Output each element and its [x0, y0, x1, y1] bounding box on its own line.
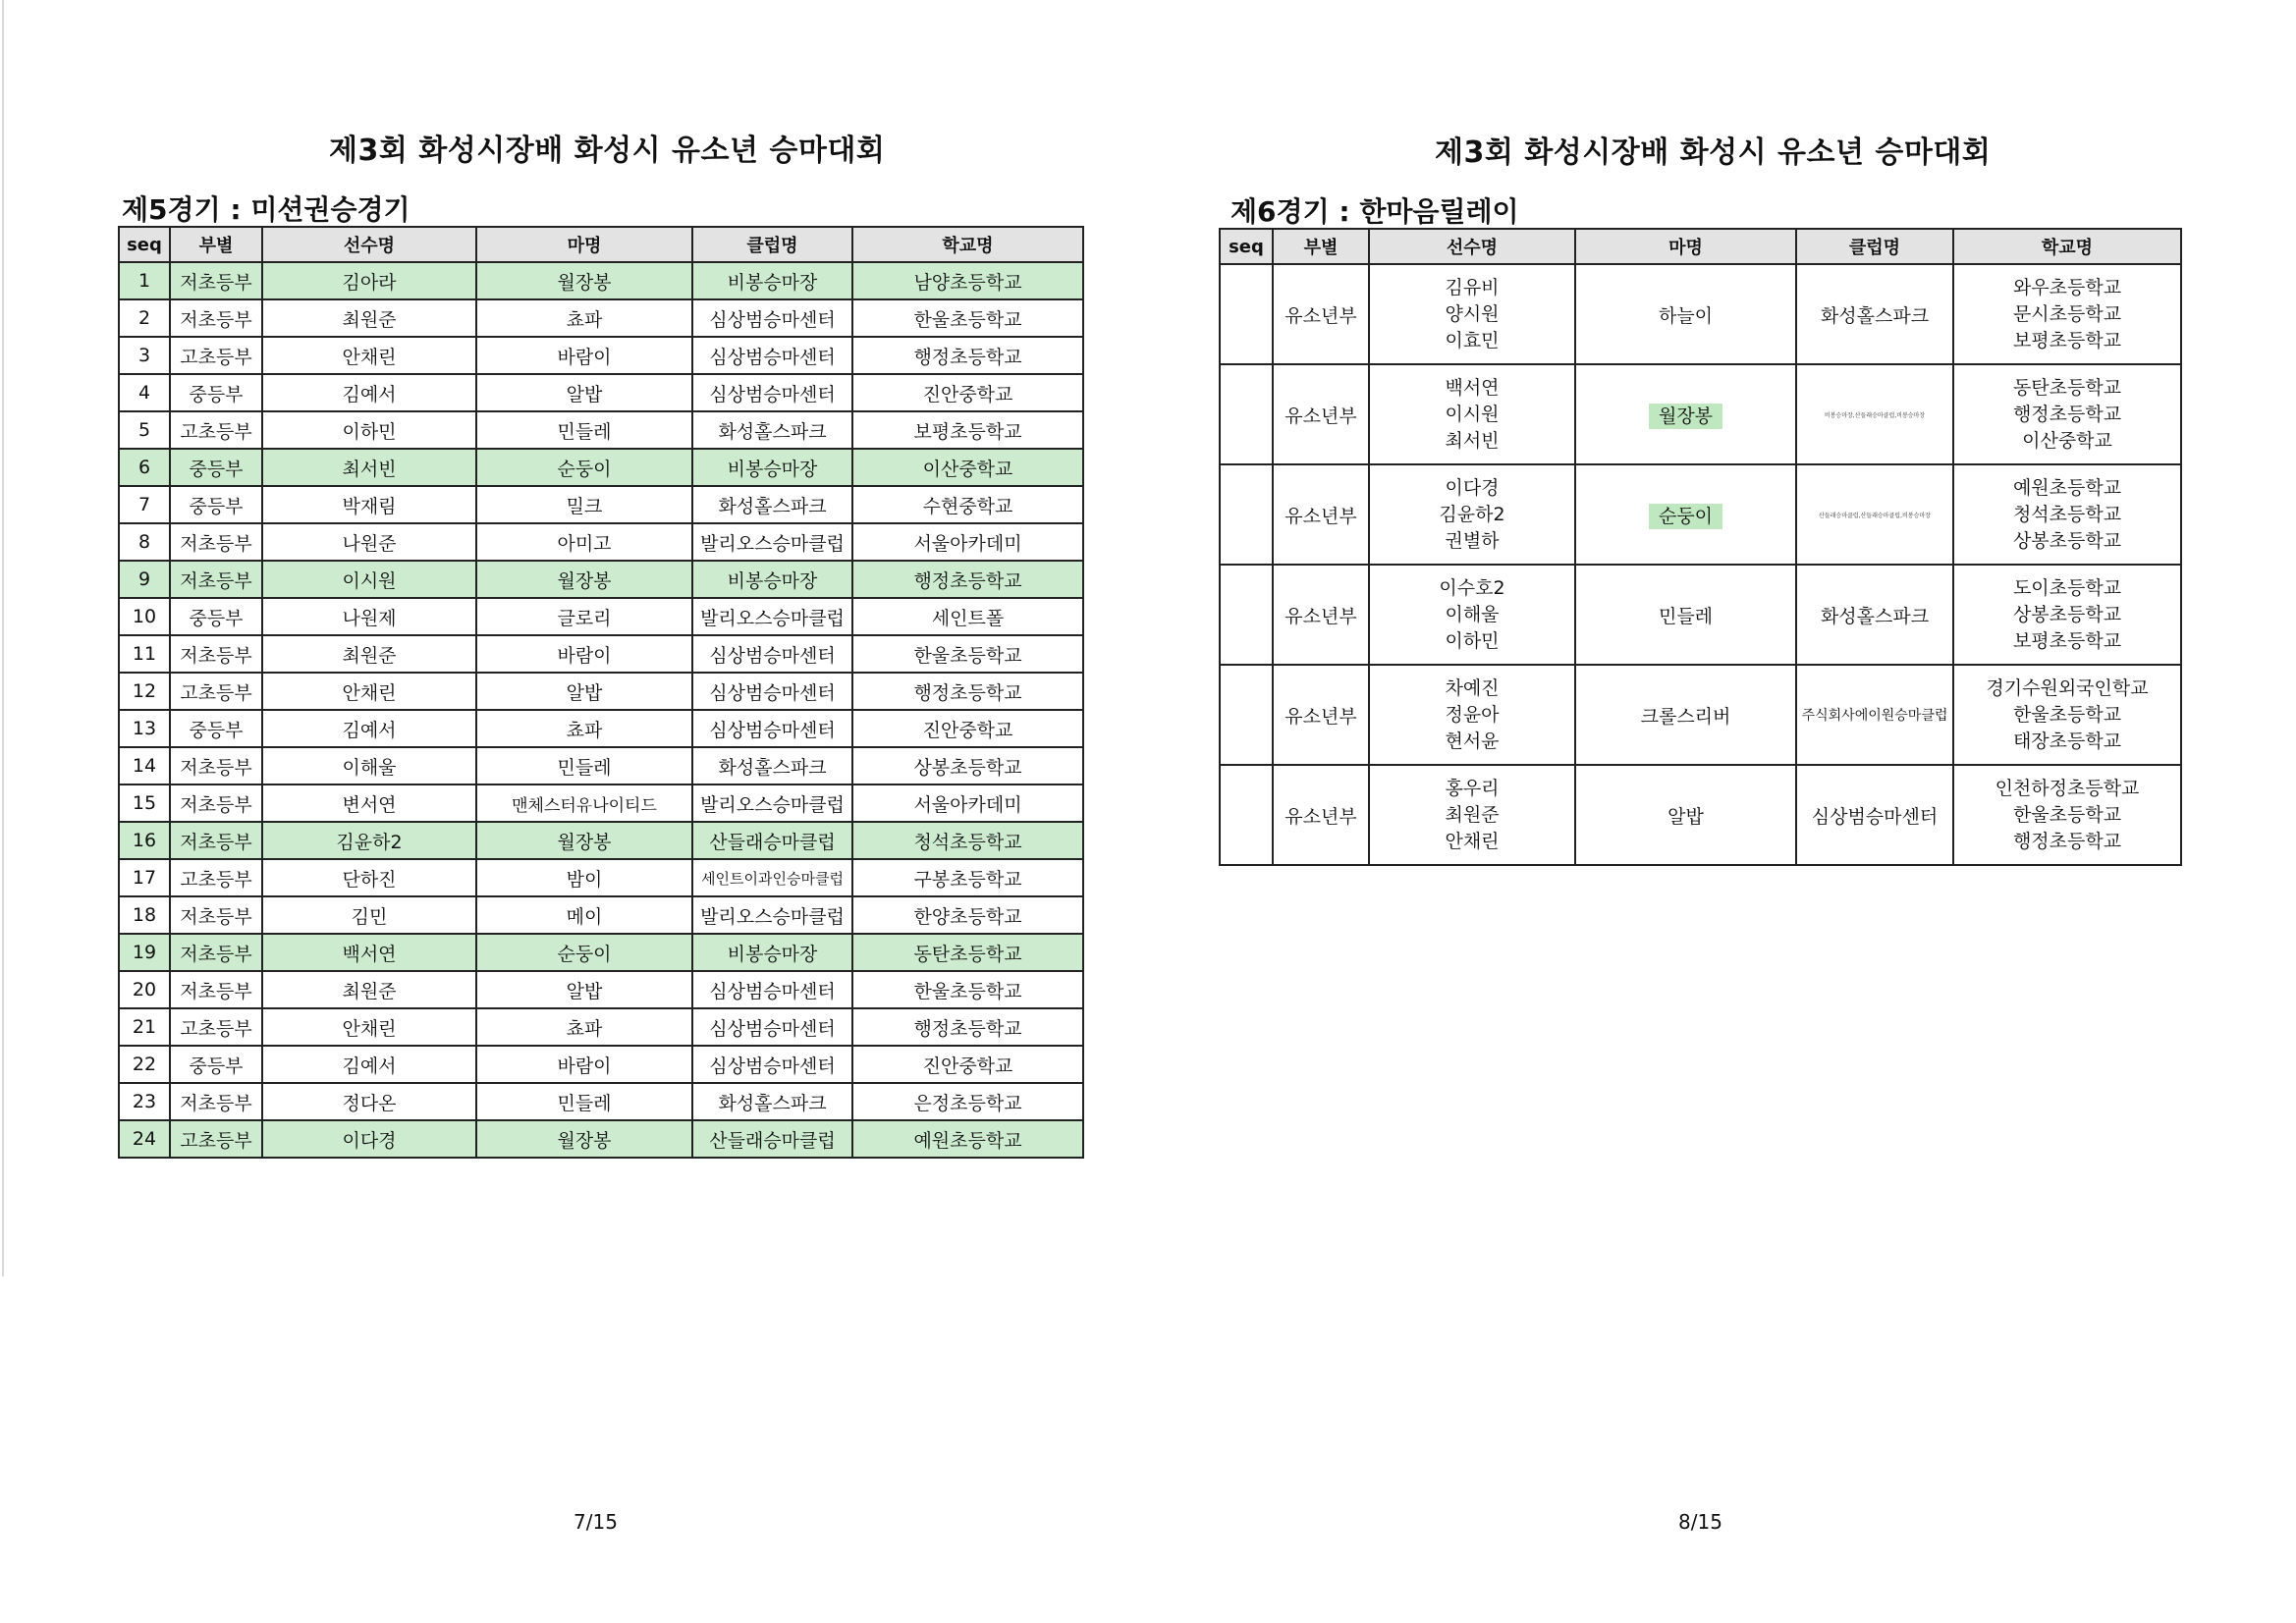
cell-rider: 김민: [262, 896, 476, 934]
cell-seq: [1220, 565, 1273, 665]
cell-rider: 이시원: [262, 561, 476, 598]
cell-club: 심상범승마센터: [692, 1046, 852, 1083]
relay-row: [1220, 264, 2181, 364]
cell-rider: 백서연: [262, 934, 476, 971]
col-header-seq: seq: [119, 227, 170, 262]
cell-club: 심상범승마센터: [692, 299, 852, 337]
cell-club: 발리오스승마클럽: [692, 523, 852, 561]
cell-school: 세인트폴: [852, 598, 1083, 635]
table-row: [119, 449, 1083, 486]
cell-riders: 홍우리 최원준 안채린: [1369, 765, 1575, 865]
cell-rider: 안채린: [262, 337, 476, 374]
cell-division: 저초등부: [170, 1083, 262, 1120]
table-row: [119, 859, 1083, 896]
cell-seq: 21: [119, 1008, 170, 1046]
cell-school: 상봉초등학교: [852, 747, 1083, 784]
cell-seq: [1220, 464, 1273, 565]
page-number: 7/15: [574, 1510, 618, 1534]
cell-horse: 월장봉: [476, 822, 692, 859]
cell-seq: 22: [119, 1046, 170, 1083]
cell-division: 고초등부: [170, 411, 262, 449]
cell-seq: 12: [119, 673, 170, 710]
table-row: [119, 710, 1083, 747]
cell-horse: 월장봉: [476, 262, 692, 299]
cell-school: 한울초등학교: [852, 635, 1083, 673]
col-header-school: 학교명: [852, 227, 1083, 262]
cell-division: 유소년부: [1273, 765, 1369, 865]
cell-schools: 와우초등학교 문시초등학교 보평초등학교: [1953, 264, 2181, 364]
cell-schools: 예원초등학교 청석초등학교 상봉초등학교: [1953, 464, 2181, 565]
cell-seq: 11: [119, 635, 170, 673]
relay-row: [1220, 464, 2181, 565]
cell-horse: [1575, 665, 1796, 765]
cell-seq: 9: [119, 561, 170, 598]
cell-rider: 김아라: [262, 262, 476, 299]
col-header-school: 학교명: [1953, 229, 2181, 264]
cell-division: 저초등부: [170, 523, 262, 561]
page-8: [1148, 0, 2296, 1623]
cell-club: 화성홀스파크: [692, 411, 852, 449]
cell-club: 발리오스승마클럽: [692, 896, 852, 934]
cell-school: 진안중학교: [852, 710, 1083, 747]
cell-horse: 쵸파: [476, 1008, 692, 1046]
cell-club: 심상범승마센터: [692, 635, 852, 673]
col-header-division: 부별: [170, 227, 262, 262]
cell-seq: 20: [119, 971, 170, 1008]
cell-club: 비봉승마장,산들래승마클럽,비봉승마장: [1796, 364, 1953, 464]
cell-club: 비봉승마장: [692, 561, 852, 598]
cell-seq: 16: [119, 822, 170, 859]
cell-division: 저초등부: [170, 971, 262, 1008]
cell-rider: 이다경: [262, 1120, 476, 1158]
cell-division: 저초등부: [170, 561, 262, 598]
horse-name: 민들레: [1658, 605, 1714, 627]
cell-rider: 단하진: [262, 859, 476, 896]
cell-division: 저초등부: [170, 822, 262, 859]
cell-school: 서울아카데미: [852, 784, 1083, 822]
cell-rider: 이하민: [262, 411, 476, 449]
cell-club: 주식회사에이원승마클럽: [1796, 665, 1953, 765]
cell-horse: 바람이: [476, 337, 692, 374]
cell-horse: 밀크: [476, 486, 692, 523]
cell-horse: 밤이: [476, 859, 692, 896]
cell-riders: 김유비 양시원 이효민: [1369, 264, 1575, 364]
cell-school: 동탄초등학교: [852, 934, 1083, 971]
cell-division: 고초등부: [170, 337, 262, 374]
cell-school: 이산중학교: [852, 449, 1083, 486]
page-title: 제3회 화성시장배 화성시 유소년 승마대회: [1435, 135, 1992, 170]
cell-club: 화성홀스파크: [1796, 565, 1953, 665]
cell-horse: 민들레: [476, 747, 692, 784]
cell-division: 저초등부: [170, 635, 262, 673]
relay-row: [1220, 665, 2181, 765]
cell-school: 행정초등학교: [852, 561, 1083, 598]
cell-division: 중등부: [170, 598, 262, 635]
cell-horse: [1575, 264, 1796, 364]
cell-riders: 차예진 정윤아 현서윤: [1369, 665, 1575, 765]
col-header-club: 클럽명: [692, 227, 852, 262]
cell-horse: 순둥이: [476, 934, 692, 971]
cell-horse: [1575, 464, 1796, 565]
col-header-horse: 마명: [1575, 229, 1796, 264]
cell-division: 유소년부: [1273, 264, 1369, 364]
cell-rider: 최원준: [262, 635, 476, 673]
table-row: [119, 299, 1083, 337]
cell-division: 저초등부: [170, 896, 262, 934]
cell-rider: 안채린: [262, 673, 476, 710]
table-row: [119, 561, 1083, 598]
cell-seq: 17: [119, 859, 170, 896]
results-table: [118, 226, 1084, 1159]
col-header-horse: 마명: [476, 227, 692, 262]
table-row: [119, 896, 1083, 934]
cell-schools: 경기수원외국인학교 한울초등학교 태장초등학교: [1953, 665, 2181, 765]
horse-name: 순둥이: [1649, 504, 1722, 529]
cell-club: 산들래승마클럽: [692, 1120, 852, 1158]
cell-seq: 13: [119, 710, 170, 747]
cell-school: 행정초등학교: [852, 1008, 1083, 1046]
cell-club: 심상범승마센터: [692, 374, 852, 411]
col-header-rider: 선수명: [262, 227, 476, 262]
cell-rider: 김예서: [262, 710, 476, 747]
cell-division: 저초등부: [170, 299, 262, 337]
cell-rider: 김윤하2: [262, 822, 476, 859]
cell-school: 행정초등학교: [852, 673, 1083, 710]
horse-name: 하늘이: [1658, 304, 1714, 327]
cell-schools: 인천하정초등학교 한울초등학교 행정초등학교: [1953, 765, 2181, 865]
cell-club: 발리오스승마클럽: [692, 598, 852, 635]
cell-rider: 최서빈: [262, 449, 476, 486]
table-row: [119, 971, 1083, 1008]
table-row: [119, 486, 1083, 523]
cell-seq: 4: [119, 374, 170, 411]
cell-seq: 19: [119, 934, 170, 971]
cell-club: 산들래승마클럽: [692, 822, 852, 859]
cell-riders: 이다경 김윤하2 권별하: [1369, 464, 1575, 565]
cell-club: 심상범승마센터: [1796, 765, 1953, 865]
horse-name: 월장봉: [1649, 404, 1722, 429]
cell-seq: 5: [119, 411, 170, 449]
cell-club: 산들래승마클럽,산들래승마클럽,비봉승마장: [1796, 464, 1953, 565]
cell-division: 중등부: [170, 1046, 262, 1083]
cell-club: 심상범승마센터: [692, 1008, 852, 1046]
cell-horse: 아미고: [476, 523, 692, 561]
cell-school: 남양초등학교: [852, 262, 1083, 299]
cell-rider: 최원준: [262, 299, 476, 337]
cell-horse: 바람이: [476, 635, 692, 673]
cell-school: 한울초등학교: [852, 299, 1083, 337]
cell-school: 진안중학교: [852, 374, 1083, 411]
cell-riders: 이수호2 이해울 이하민: [1369, 565, 1575, 665]
cell-seq: 15: [119, 784, 170, 822]
table-row: [119, 673, 1083, 710]
table-row: [119, 1120, 1083, 1158]
table-row: [119, 337, 1083, 374]
cell-seq: 24: [119, 1120, 170, 1158]
cell-rider: 안채린: [262, 1008, 476, 1046]
cell-seq: 3: [119, 337, 170, 374]
cell-school: 은정초등학교: [852, 1083, 1083, 1120]
cell-school: 보평초등학교: [852, 411, 1083, 449]
table-header-row: [119, 227, 1083, 262]
cell-division: 유소년부: [1273, 364, 1369, 464]
cell-club: 비봉승마장: [692, 934, 852, 971]
cell-seq: 7: [119, 486, 170, 523]
cell-division: 유소년부: [1273, 565, 1369, 665]
cell-division: 고초등부: [170, 1120, 262, 1158]
cell-club: 세인트이과인승마클럽: [692, 859, 852, 896]
cell-horse: 쵸파: [476, 710, 692, 747]
cell-horse: [1575, 364, 1796, 464]
col-header-club: 클럽명: [1796, 229, 1953, 264]
cell-horse: 알밥: [476, 673, 692, 710]
cell-club: 심상범승마센터: [692, 971, 852, 1008]
cell-school: 구봉초등학교: [852, 859, 1083, 896]
cell-horse: 민들레: [476, 1083, 692, 1120]
table-row: [119, 934, 1083, 971]
cell-seq: 14: [119, 747, 170, 784]
cell-school: 수현중학교: [852, 486, 1083, 523]
cell-seq: 2: [119, 299, 170, 337]
cell-club: 심상범승마센터: [692, 673, 852, 710]
cell-division: 중등부: [170, 374, 262, 411]
cell-horse: 월장봉: [476, 561, 692, 598]
cell-horse: [1575, 565, 1796, 665]
cell-rider: 나원제: [262, 598, 476, 635]
cell-club: 심상범승마센터: [692, 710, 852, 747]
cell-riders: 백서연 이시원 최서빈: [1369, 364, 1575, 464]
cell-horse: 메이: [476, 896, 692, 934]
relay-row: [1220, 765, 2181, 865]
cell-rider: 최원준: [262, 971, 476, 1008]
cell-division: 저초등부: [170, 934, 262, 971]
cell-school: 서울아카데미: [852, 523, 1083, 561]
table-row: [119, 374, 1083, 411]
cell-seq: [1220, 665, 1273, 765]
cell-schools: 동탄초등학교 행정초등학교 이산중학교: [1953, 364, 2181, 464]
cell-seq: [1220, 765, 1273, 865]
cell-school: 진안중학교: [852, 1046, 1083, 1083]
cell-division: 중등부: [170, 449, 262, 486]
cell-rider: 김예서: [262, 374, 476, 411]
cell-seq: [1220, 264, 1273, 364]
col-header-seq: seq: [1220, 229, 1273, 264]
cell-division: 유소년부: [1273, 665, 1369, 765]
cell-seq: 1: [119, 262, 170, 299]
cell-horse: 월장봉: [476, 1120, 692, 1158]
cell-horse: 알밥: [476, 971, 692, 1008]
table-row: [119, 598, 1083, 635]
table-row: [119, 635, 1083, 673]
cell-school: 청석초등학교: [852, 822, 1083, 859]
cell-rider: 정다온: [262, 1083, 476, 1120]
cell-club: 화성홀스파크: [692, 486, 852, 523]
table-row: [119, 1046, 1083, 1083]
cell-horse: 쵸파: [476, 299, 692, 337]
cell-horse: [1575, 765, 1796, 865]
cell-seq: 8: [119, 523, 170, 561]
table-row: [119, 747, 1083, 784]
cell-club: 화성홀스파크: [692, 1083, 852, 1120]
cell-schools: 도이초등학교 상봉초등학교 보평초등학교: [1953, 565, 2181, 665]
relay-row: [1220, 364, 2181, 464]
cell-school: 한울초등학교: [852, 971, 1083, 1008]
cell-division: 저초등부: [170, 262, 262, 299]
page-number: 8/15: [1678, 1510, 1722, 1534]
table-row: [119, 822, 1083, 859]
table-row: [119, 1083, 1083, 1120]
cell-rider: 변서연: [262, 784, 476, 822]
section-title: 제6경기 : 한마음릴레이: [1230, 195, 1519, 228]
cell-school: 예원초등학교: [852, 1120, 1083, 1158]
cell-rider: 나원준: [262, 523, 476, 561]
cell-seq: 6: [119, 449, 170, 486]
table-row: [119, 411, 1083, 449]
cell-seq: 10: [119, 598, 170, 635]
cell-horse: 바람이: [476, 1046, 692, 1083]
cell-club: 비봉승마장: [692, 449, 852, 486]
cell-division: 저초등부: [170, 784, 262, 822]
cell-division: 중등부: [170, 486, 262, 523]
col-header-riders: 선수명: [1369, 229, 1575, 264]
cell-division: 고초등부: [170, 1008, 262, 1046]
cell-rider: 김예서: [262, 1046, 476, 1083]
page-edge: [2, 0, 4, 1276]
cell-school: 행정초등학교: [852, 337, 1083, 374]
cell-rider: 박재림: [262, 486, 476, 523]
relay-row: [1220, 565, 2181, 665]
cell-division: 유소년부: [1273, 464, 1369, 565]
section-title: 제5경기 : 미션권승경기: [122, 193, 410, 226]
table-header-row: [1220, 229, 2181, 264]
page-title: 제3회 화성시장배 화성시 유소년 승마대회: [329, 134, 886, 168]
cell-seq: 23: [119, 1083, 170, 1120]
cell-division: 저초등부: [170, 747, 262, 784]
col-header-division: 부별: [1273, 229, 1369, 264]
cell-horse: 민들레: [476, 411, 692, 449]
relay-table: [1219, 228, 2182, 866]
cell-club: 심상범승마센터: [692, 337, 852, 374]
cell-club: 화성홀스파크: [692, 747, 852, 784]
cell-horse: 맨체스터유나이티드: [476, 784, 692, 822]
horse-name: 크롤스리버: [1640, 705, 1731, 728]
cell-seq: [1220, 364, 1273, 464]
cell-rider: 이해울: [262, 747, 476, 784]
cell-horse: 알밥: [476, 374, 692, 411]
cell-seq: 18: [119, 896, 170, 934]
table-row: [119, 523, 1083, 561]
cell-horse: 글로리: [476, 598, 692, 635]
cell-division: 고초등부: [170, 859, 262, 896]
cell-division: 고초등부: [170, 673, 262, 710]
cell-school: 한양초등학교: [852, 896, 1083, 934]
table-row: [119, 262, 1083, 299]
table-row: [119, 784, 1083, 822]
cell-club: 화성홀스파크: [1796, 264, 1953, 364]
table-row: [119, 1008, 1083, 1046]
cell-division: 중등부: [170, 710, 262, 747]
cell-club: 비봉승마장: [692, 262, 852, 299]
horse-name: 알밥: [1667, 805, 1704, 828]
cell-club: 발리오스승마클럽: [692, 784, 852, 822]
cell-horse: 순둥이: [476, 449, 692, 486]
